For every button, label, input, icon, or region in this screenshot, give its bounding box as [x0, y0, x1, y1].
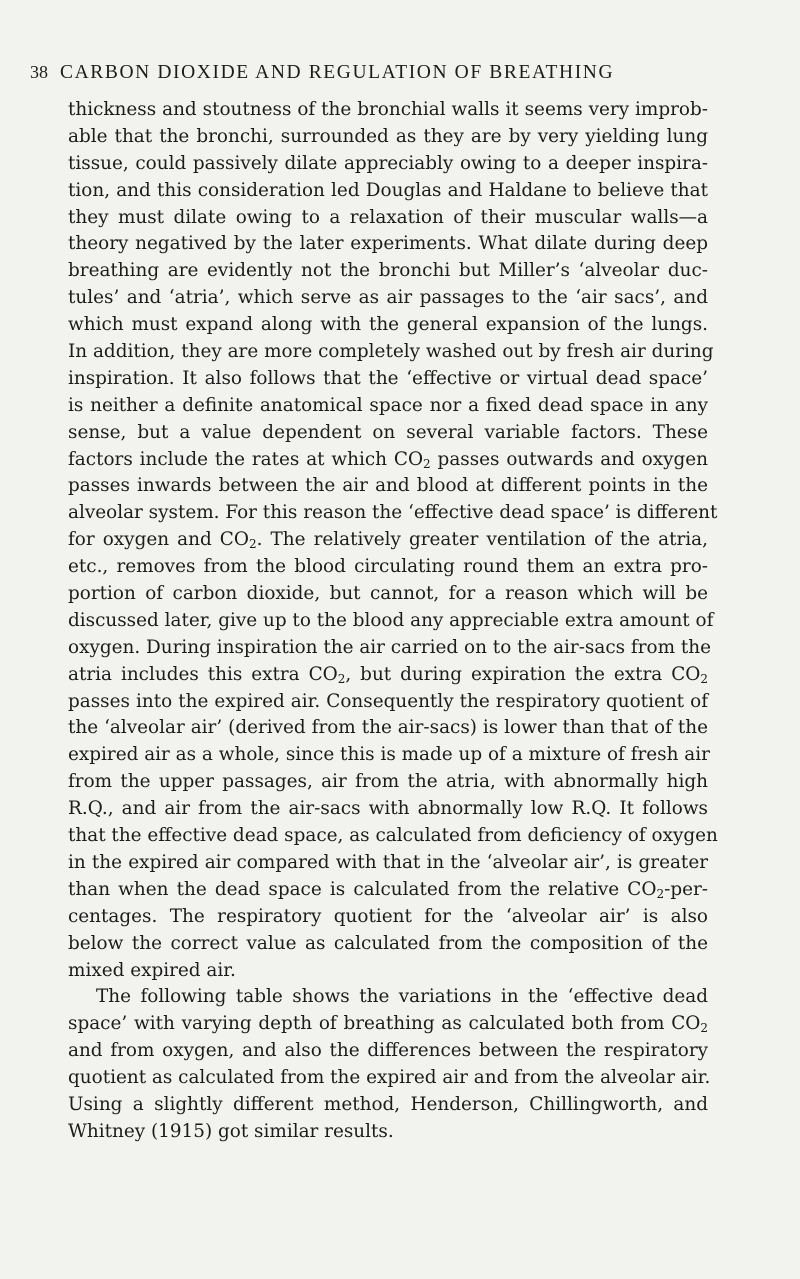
subscript-two: 2: [700, 1021, 708, 1036]
text-line: they must dilate owing to a relaxation of their muscular walls—a: [68, 206, 708, 228]
text-line: which must expand along with the general expansion of the lungs.: [68, 314, 708, 336]
text-line: atria includes this extra $CO_2$, but during expiration the extra $CO_2$: [68, 663, 709, 686]
text-line: quotient as calculated from the expired air and from the alveolar air.: [68, 1067, 711, 1089]
text-line: alveolar system. For this reason the ‘effective dead space’ is different: [68, 502, 718, 524]
subscript-two: 2: [337, 671, 346, 686]
text-line: mixed expired air.: [68, 959, 236, 981]
running-head-title: CARBON DIOXIDE AND REGULATION OF BREATHING: [60, 62, 615, 83]
page-number: 38: [30, 62, 48, 82]
text-line: for oxygen and $CO_2$. The relatively greater ventilation of the atria,: [68, 529, 708, 552]
text-line: breathing are evidently not the bronchi but Miller’s ‘alveolar duc-: [68, 260, 708, 282]
text-line: than when the dead space is calculated from the relative $CO_2-per-$: [68, 878, 708, 901]
text-line: from the upper passages, air from the atria, with abnormally high: [68, 771, 708, 793]
text-line: R.Q., and air from the air-sacs with abnormally low R.Q. It follows: [68, 798, 708, 820]
running-head: [30, 62, 730, 92]
text-line: the ‘alveolar air’ (derived from the air-sacs) is lower than that of the: [68, 717, 708, 739]
body-text: [68, 97, 718, 1146]
text-line: below the correct value as calculated from the composition of the: [68, 932, 708, 954]
text-line: portion of carbon dioxide, but cannot, for a reason which will be: [68, 583, 708, 605]
subscript-two: 2: [700, 671, 709, 686]
text-line: etc., removes from the blood circulating round them an extra pro-: [68, 556, 708, 578]
text-line: The following table shows the variations in the ‘effective dead: [96, 986, 708, 1008]
subscript-two: 2: [423, 456, 431, 471]
text-line: tules’ and ‘atria’, which serve as air passages to the ‘air sacs’, and: [68, 287, 708, 309]
text-line: Using a slightly different method, Henderson, Chillingworth, and: [68, 1093, 708, 1115]
text-line: theory negatived by the later experiments. What dilate during deep: [68, 233, 708, 255]
paragraph-1: [68, 97, 718, 984]
text-line: that the effective dead space, as calculated from deficiency of oxygen: [68, 825, 718, 847]
text-line: tissue, could passively dilate appreciably owing to a deeper inspira-: [68, 152, 708, 174]
subscript-two: 2: [656, 886, 665, 901]
text-line: passes inwards between the air and blood at different points in the: [68, 475, 708, 497]
text-line: sense, but a value dependent on several variable factors. These: [68, 421, 708, 443]
text-line: discussed later, give up to the blood any appreciable extra amount of: [68, 609, 714, 631]
text-line: oxygen. During inspiration the air carried on to the air-sacs from the: [68, 636, 711, 658]
text-line: In addition, they are more completely washed out by fresh air during: [68, 341, 714, 363]
text-line: Whitney (1915) got similar results.: [68, 1120, 394, 1142]
text-line: centages. The respiratory quotient for the ‘alveolar air’ is also: [68, 905, 708, 927]
text-line: factors include the rates at which $CO_2$ passes outwards and oxygen: [68, 448, 708, 471]
paragraph-2: [68, 984, 711, 1145]
subscript-two: 2: [248, 537, 257, 552]
text-line: is neither a definite anatomical space nor a fixed dead space in any: [68, 394, 708, 416]
text-line: inspiration. It also follows that the ‘effective or virtual dead space’: [68, 367, 708, 389]
text-line: tion, and this consideration led Douglas and Haldane to believe that: [68, 179, 708, 201]
text-line: and from oxygen, and also the differences between the respiratory: [68, 1040, 708, 1062]
text-line: able that the bronchi, surrounded as they are by very yielding lung: [68, 125, 708, 147]
text-line: space’ with varying depth of breathing as calculated both from $CO_2$: [68, 1013, 708, 1036]
text-line: expired air as a whole, since this is made up of a mixture of fresh air: [68, 744, 710, 766]
text-line: passes into the expired air. Consequently the respiratory quotient of: [68, 690, 708, 712]
text-line: in the expired air compared with that in the ‘alveolar air’, is greater: [68, 851, 708, 873]
text-line: thickness and stoutness of the bronchial walls it seems very improb-: [68, 99, 708, 120]
